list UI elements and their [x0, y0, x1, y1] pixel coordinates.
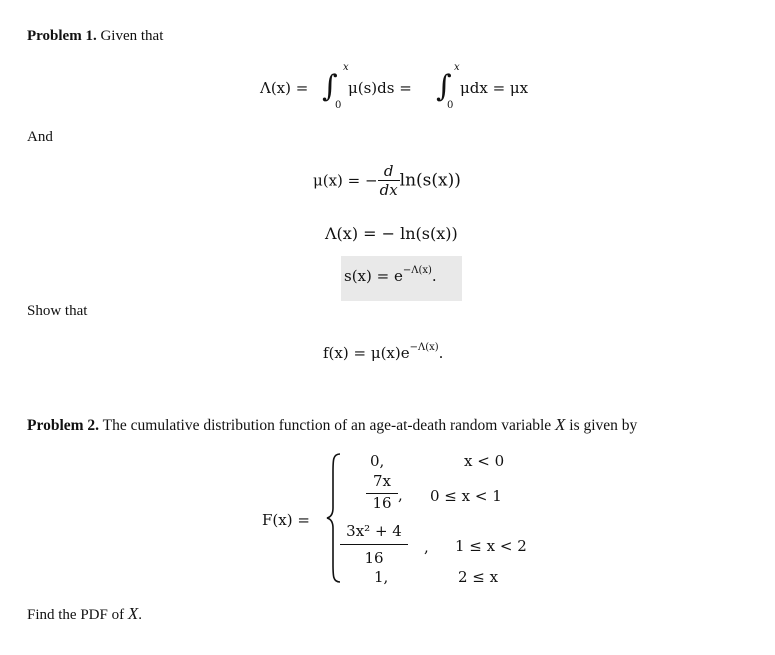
problem-1-heading — [27, 28, 163, 45]
eq2-den: dx — [379, 181, 398, 199]
eq4-base: s(x) = e — [344, 267, 403, 285]
case-4-value: 1, — [374, 568, 389, 586]
and-text: And — [27, 129, 53, 145]
eq2-derivative-fraction — [378, 162, 400, 199]
case-3-separator: , — [424, 538, 429, 556]
case-3-den: 16 — [340, 544, 408, 567]
eq1-lhs: Λ(x) = — [260, 79, 309, 97]
equation-lambda-log: Λ(x) = − ln(s(x)) — [325, 224, 458, 243]
case-3-num: 3x² + 4 — [346, 522, 402, 540]
find-pdf-variable: X — [127, 604, 139, 623]
case-1-condition: x < 0 — [464, 452, 505, 470]
eq1-int2-upper: x — [454, 62, 460, 73]
find-pdf-label: Find the PDF of — [27, 607, 125, 623]
show-that-text: Show that — [27, 303, 88, 319]
eq4-exponent: −Λ(x) — [402, 265, 432, 276]
case-2-separator: , — [398, 486, 403, 504]
eq1-int2-lower: 0 — [447, 100, 454, 111]
case-2-condition: 0 ≤ x < 1 — [430, 487, 502, 505]
case-3-fraction — [340, 522, 408, 567]
find-pdf-text — [27, 604, 142, 624]
eq1-int1-lower: 0 — [335, 100, 342, 111]
eq1-int2-body: μdx = μx — [460, 79, 529, 97]
problem-2-label: Problem 2. — [27, 417, 100, 434]
eq4-end: . — [431, 267, 437, 285]
case-2-fraction — [366, 472, 398, 512]
eq2-rhs: ln(s(x)) — [399, 170, 461, 191]
case-1-value: 0, — [370, 452, 385, 470]
problem-2-variable: X — [555, 415, 566, 434]
piecewise-cdf — [262, 452, 562, 592]
eq2-num: d — [383, 162, 394, 180]
case-2-den: 16 — [366, 493, 398, 512]
eq5-end: . — [438, 344, 444, 362]
eq2-lhs: μ(x) = − — [313, 171, 378, 190]
problem-2-heading — [27, 415, 637, 435]
equation-survival — [344, 265, 437, 285]
problem-2-text-before: The cumulative distribution function of an age-at-death random variable — [102, 417, 552, 434]
problem-2-text-after: is given by — [569, 417, 638, 434]
equation-density — [323, 342, 443, 362]
integral-sign-1: ∫ — [322, 69, 338, 104]
equation-survival-highlight — [341, 256, 462, 301]
eq1-int1-body: μ(s)ds = — [348, 79, 412, 97]
case-2-num: 7x — [372, 472, 391, 490]
case-4-condition: 2 ≤ x — [458, 568, 499, 586]
equation-hazard-rate — [313, 162, 461, 199]
eq1-int1-upper: x — [343, 62, 349, 73]
eq5-base: f(x) = μ(x)e — [323, 344, 410, 362]
integral-sign-2: ∫ — [436, 69, 452, 104]
cdf-lhs: F(x) = — [262, 511, 310, 529]
find-pdf-end: . — [138, 607, 142, 623]
eq5-exponent: −Λ(x) — [409, 342, 439, 353]
case-3-condition: 1 ≤ x < 2 — [455, 537, 527, 555]
problem-1-label: Problem 1. — [27, 28, 97, 44]
problem-1-intro: Given that — [100, 28, 164, 44]
